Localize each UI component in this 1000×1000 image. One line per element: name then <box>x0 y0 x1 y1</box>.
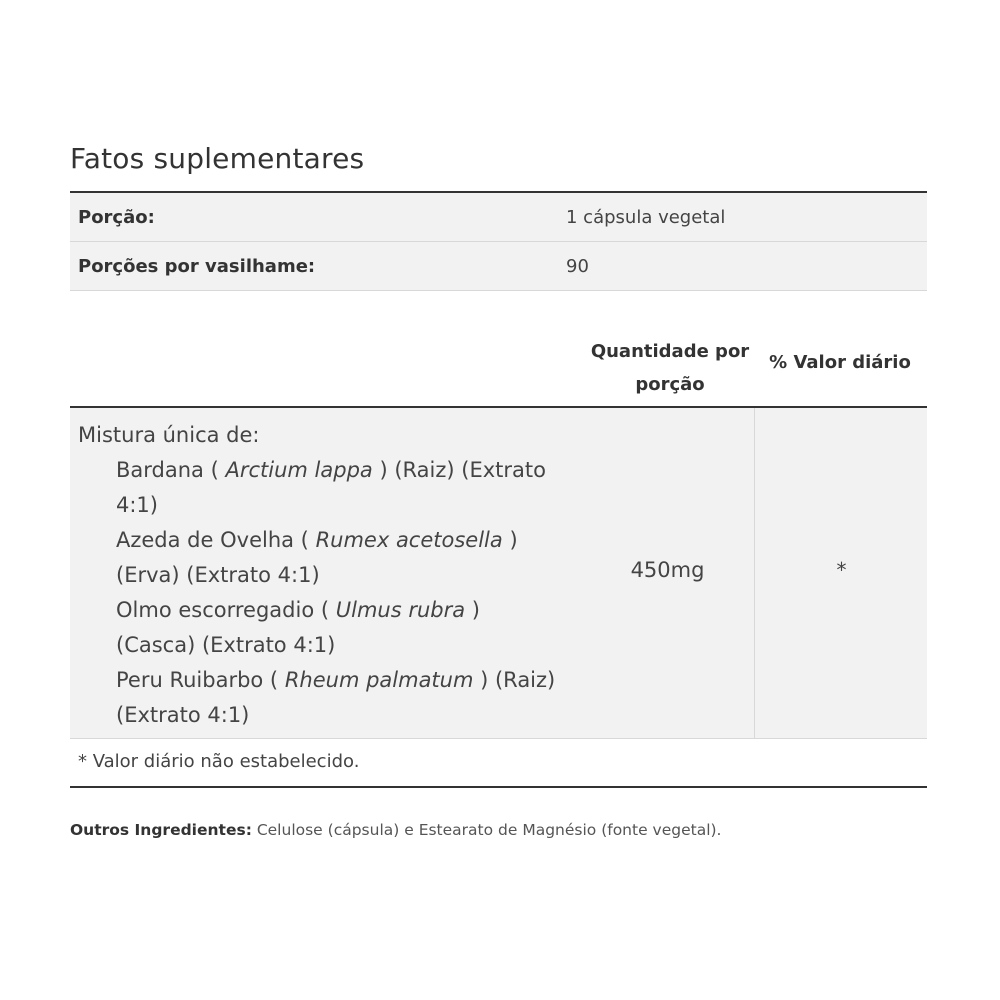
ingredient-details: ) (Raiz) (Extrato 4:1) <box>116 668 556 727</box>
other-ingredients <box>70 821 927 839</box>
blend-name: Mistura única de: <box>78 423 260 447</box>
daily-value-header: % Valor diário <box>769 352 911 373</box>
page-title: Fatos suplementares <box>70 142 365 175</box>
other-ingredients-text: Celulose (cápsula) e Estearato de Magnésio (fonte vegetal). <box>256 821 722 839</box>
servings-per-container-label: Porções por vasilhame: <box>78 256 316 277</box>
ingredient-common-name: Peru Ruibarbo ( <box>116 668 279 692</box>
blend-row <box>70 408 927 739</box>
blend-amount: 450mg <box>630 558 705 582</box>
serving-size-label: Porção: <box>78 207 155 228</box>
ingredient-latin-name: Rumex acetosella <box>315 528 503 552</box>
servings-per-container-row <box>70 242 927 291</box>
ingredient-common-name: Bardana ( <box>116 458 219 482</box>
ingredient-item <box>78 523 558 593</box>
blend-description <box>78 418 558 733</box>
other-ingredients-label: Outros Ingredientes: <box>70 821 252 839</box>
amount-per-serving-header <box>580 335 760 401</box>
servings-per-container-value: 90 <box>566 256 589 277</box>
serving-size-row <box>70 193 927 242</box>
blend-daily-value: * <box>836 558 847 582</box>
daily-value-footnote: * Valor diário não estabelecido. <box>78 751 360 772</box>
nutrient-table-header <box>70 320 927 408</box>
ingredient-common-name: Azeda de Ovelha ( <box>116 528 309 552</box>
ingredient-latin-name: Ulmus rubra <box>335 598 466 622</box>
ingredient-details: ) (Erva) (Extrato 4:1) <box>116 528 518 587</box>
amount-header-line2: porção <box>635 374 705 395</box>
ingredient-details: ) (Casca) (Extrato 4:1) <box>116 598 480 657</box>
footnote-row <box>70 739 927 788</box>
ingredient-item <box>78 663 558 733</box>
serving-size-value: 1 cápsula vegetal <box>566 207 726 228</box>
ingredient-item <box>78 453 558 523</box>
amount-header-line1: Quantidade por <box>590 341 750 362</box>
blend-daily-value-cell <box>754 408 928 738</box>
serving-info-table <box>70 191 927 291</box>
ingredient-details: ) (Raiz) (Extrato 4:1) <box>116 458 546 517</box>
ingredient-latin-name: Rheum palmatum <box>284 668 474 692</box>
ingredient-common-name: Olmo escorregadio ( <box>116 598 330 622</box>
ingredient-latin-name: Arctium lappa <box>225 458 373 482</box>
ingredient-item <box>78 593 558 663</box>
